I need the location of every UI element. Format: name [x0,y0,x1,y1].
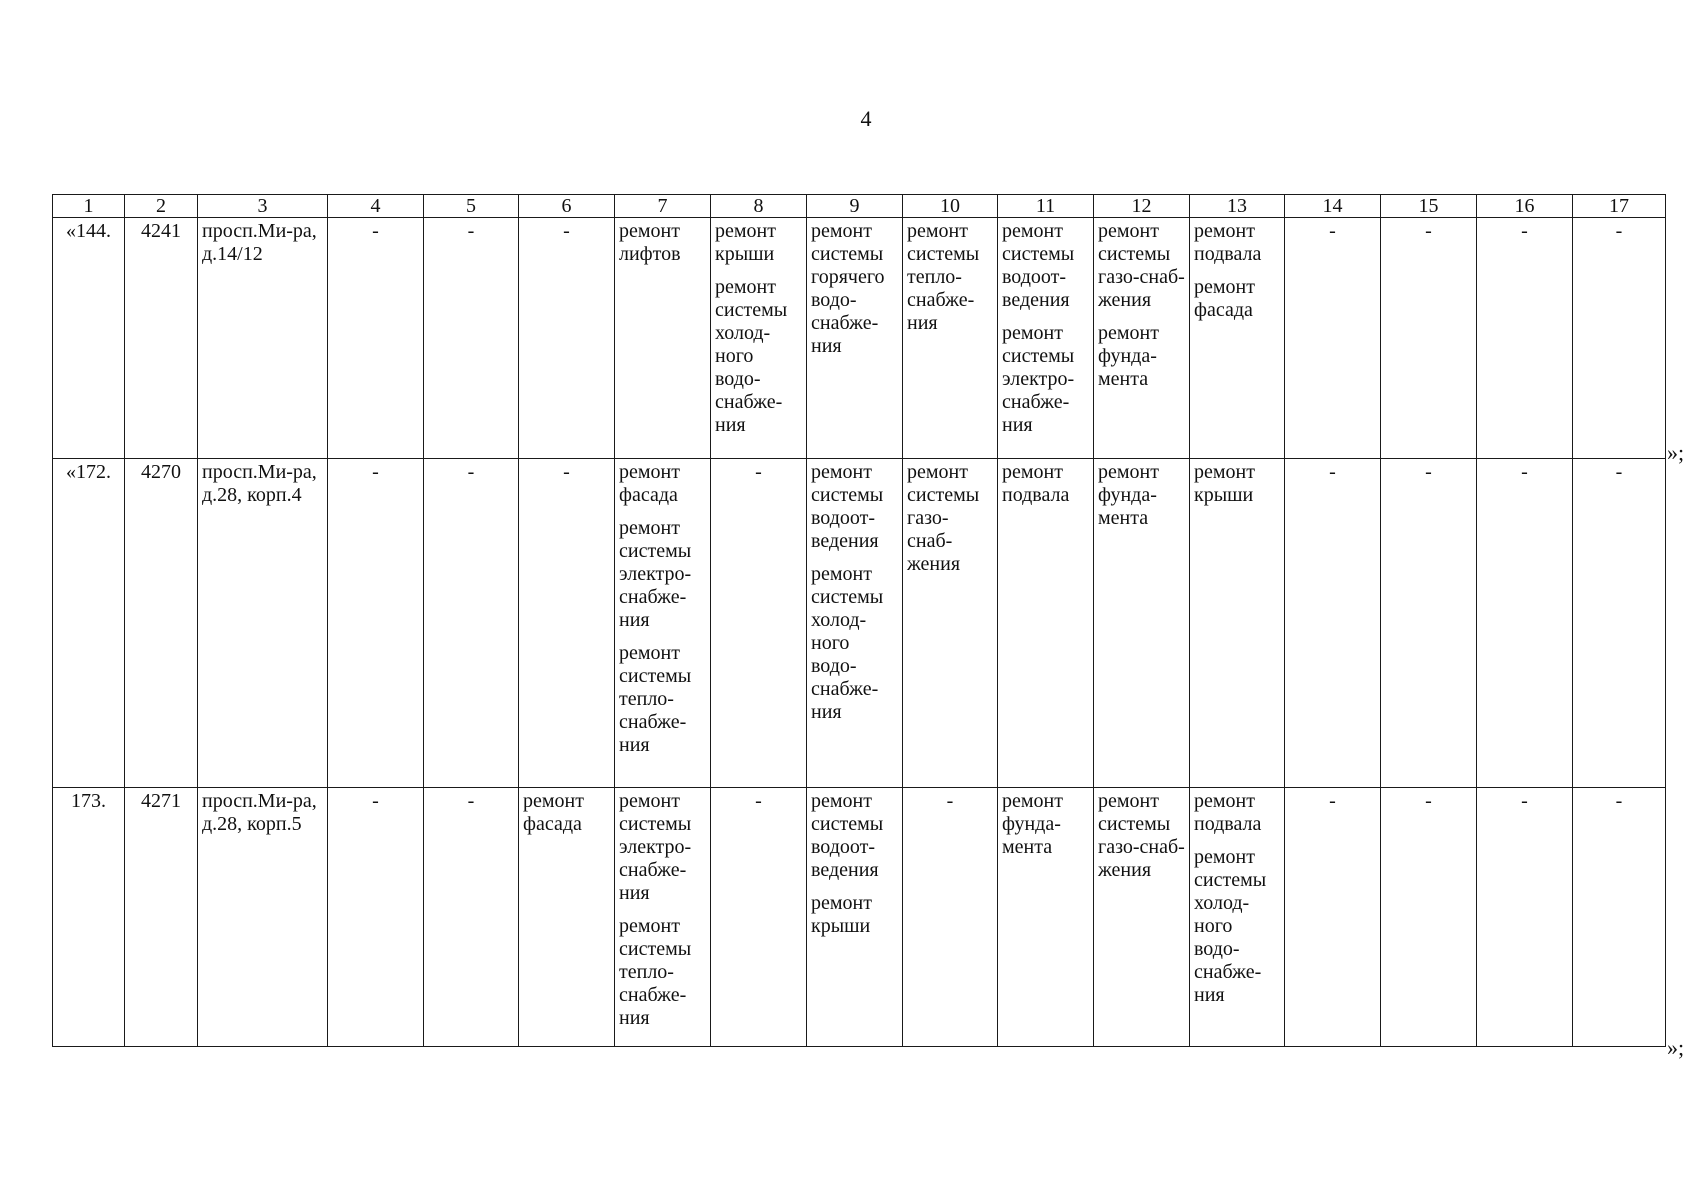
column-number: 3 [198,195,328,218]
column-number: 16 [1477,195,1573,218]
cell-col11 [998,218,1094,459]
cell-col6: - [519,459,615,788]
row-address: просп.Ми-ра, д.28, корп.5 [198,788,328,1047]
work-item: ремонт системы водоот-ведения [1002,220,1075,311]
cell-col14: - [1285,218,1381,459]
cell-col7 [615,788,711,1047]
cell-col13 [1190,788,1285,1047]
row-address: просп.Ми-ра, д.28, корп.4 [198,459,328,788]
work-item: ремонт системы тепло-снабже-ния [619,915,692,1029]
cell-col17: - [1573,788,1666,1047]
table-row [53,459,1666,788]
work-item: ремонт фунда-мента [1098,322,1159,390]
work-item: ремонт системы водоот-ведения [811,790,884,881]
work-item: ремонт системы электро-снабже-ния [1002,322,1075,436]
cell-col4: - [328,218,424,459]
column-number: 2 [125,195,198,218]
work-item: ремонт системы тепло-снабже-ния [907,220,980,334]
cell-col5: - [424,218,519,459]
column-number: 4 [328,195,424,218]
cell-col7 [615,218,711,459]
cell-col9 [807,459,903,788]
work-item: ремонт крыши [715,220,776,265]
cell-col16: - [1477,459,1573,788]
column-number: 10 [903,195,998,218]
column-number: 9 [807,195,903,218]
cell-col17: - [1573,459,1666,788]
work-item: ремонт системы газо-снаб-жения [1098,220,1185,311]
work-item: ремонт подвала [1194,790,1262,835]
column-number: 15 [1381,195,1477,218]
cell-col6: - [519,218,615,459]
cell-col5: - [424,459,519,788]
cell-col8: - [711,788,807,1047]
cell-col15: - [1381,218,1477,459]
work-item: ремонт подвала [1002,461,1070,506]
column-number: 6 [519,195,615,218]
cell-col8: - [711,459,807,788]
cell-col14: - [1285,788,1381,1047]
cell-col6 [519,788,615,1047]
work-item: ремонт фасада [523,790,584,835]
column-number-header-row [53,195,1666,218]
column-number: 8 [711,195,807,218]
work-item: ремонт системы холод-ного водо-снабже-ния [811,563,884,723]
cell-col10 [903,459,998,788]
cell-col11 [998,459,1094,788]
cell-col17: - [1573,218,1666,459]
closing-quote: »; [1667,1035,1685,1060]
cell-col10 [903,218,998,459]
cell-col13 [1190,459,1285,788]
cell-col12 [1094,459,1190,788]
cell-col4: - [328,459,424,788]
work-item: ремонт лифтов [619,220,681,265]
cell-col16: - [1477,788,1573,1047]
cell-col10: - [903,788,998,1047]
row-address: просп.Ми-ра, д.14/12 [198,218,328,459]
work-item: ремонт фасада [619,461,680,506]
column-number: 1 [53,195,125,218]
closing-quote: »; [1667,440,1685,465]
cell-col4: - [328,788,424,1047]
work-item: ремонт системы холод-ного водо-снабже-ния [715,276,788,436]
work-item: ремонт крыши [1194,461,1255,506]
cell-col8 [711,218,807,459]
work-item: ремонт системы газо-снаб-жения [1098,790,1185,881]
work-item: ремонт подвала [1194,220,1262,265]
column-number: 11 [998,195,1094,218]
work-item: ремонт крыши [811,892,872,937]
row-number: 173. [53,788,125,1047]
cell-col5: - [424,788,519,1047]
column-number: 5 [424,195,519,218]
work-item: ремонт фасада [1194,276,1255,321]
work-item: ремонт системы холод-ного водо-снабже-ния [1194,846,1267,1006]
work-item: ремонт системы водоот-ведения [811,461,884,552]
work-item: ремонт фунда-мента [1002,790,1063,858]
work-item: ремонт системы горячего водо-снабже-ния [811,220,885,357]
cell-col7 [615,459,711,788]
cell-col12 [1094,788,1190,1047]
cell-col15: - [1381,788,1477,1047]
column-number: 13 [1190,195,1285,218]
cell-col13 [1190,218,1285,459]
work-item: ремонт системы газо-снаб-жения [907,461,980,575]
row-code: 4270 [125,459,198,788]
work-item: ремонт системы тепло-снабже-ния [619,642,692,756]
row-code: 4271 [125,788,198,1047]
row-code: 4241 [125,218,198,459]
work-item: ремонт системы электро-снабже-ния [619,517,692,631]
column-number: 7 [615,195,711,218]
page-number: 4 [860,106,872,131]
cell-col15: - [1381,459,1477,788]
row-number: «172. [53,459,125,788]
table-row [53,788,1666,1047]
column-number: 14 [1285,195,1381,218]
cell-col9 [807,788,903,1047]
work-item: ремонт фунда-мента [1098,461,1159,529]
cell-col11 [998,788,1094,1047]
cell-col12 [1094,218,1190,459]
table-row [53,218,1666,459]
work-item: ремонт системы электро-снабже-ния [619,790,692,904]
cell-col16: - [1477,218,1573,459]
column-number: 12 [1094,195,1190,218]
cell-col9 [807,218,903,459]
row-number: «144. [53,218,125,459]
cell-col14: - [1285,459,1381,788]
column-number: 17 [1573,195,1666,218]
repair-works-table [52,194,1666,1047]
